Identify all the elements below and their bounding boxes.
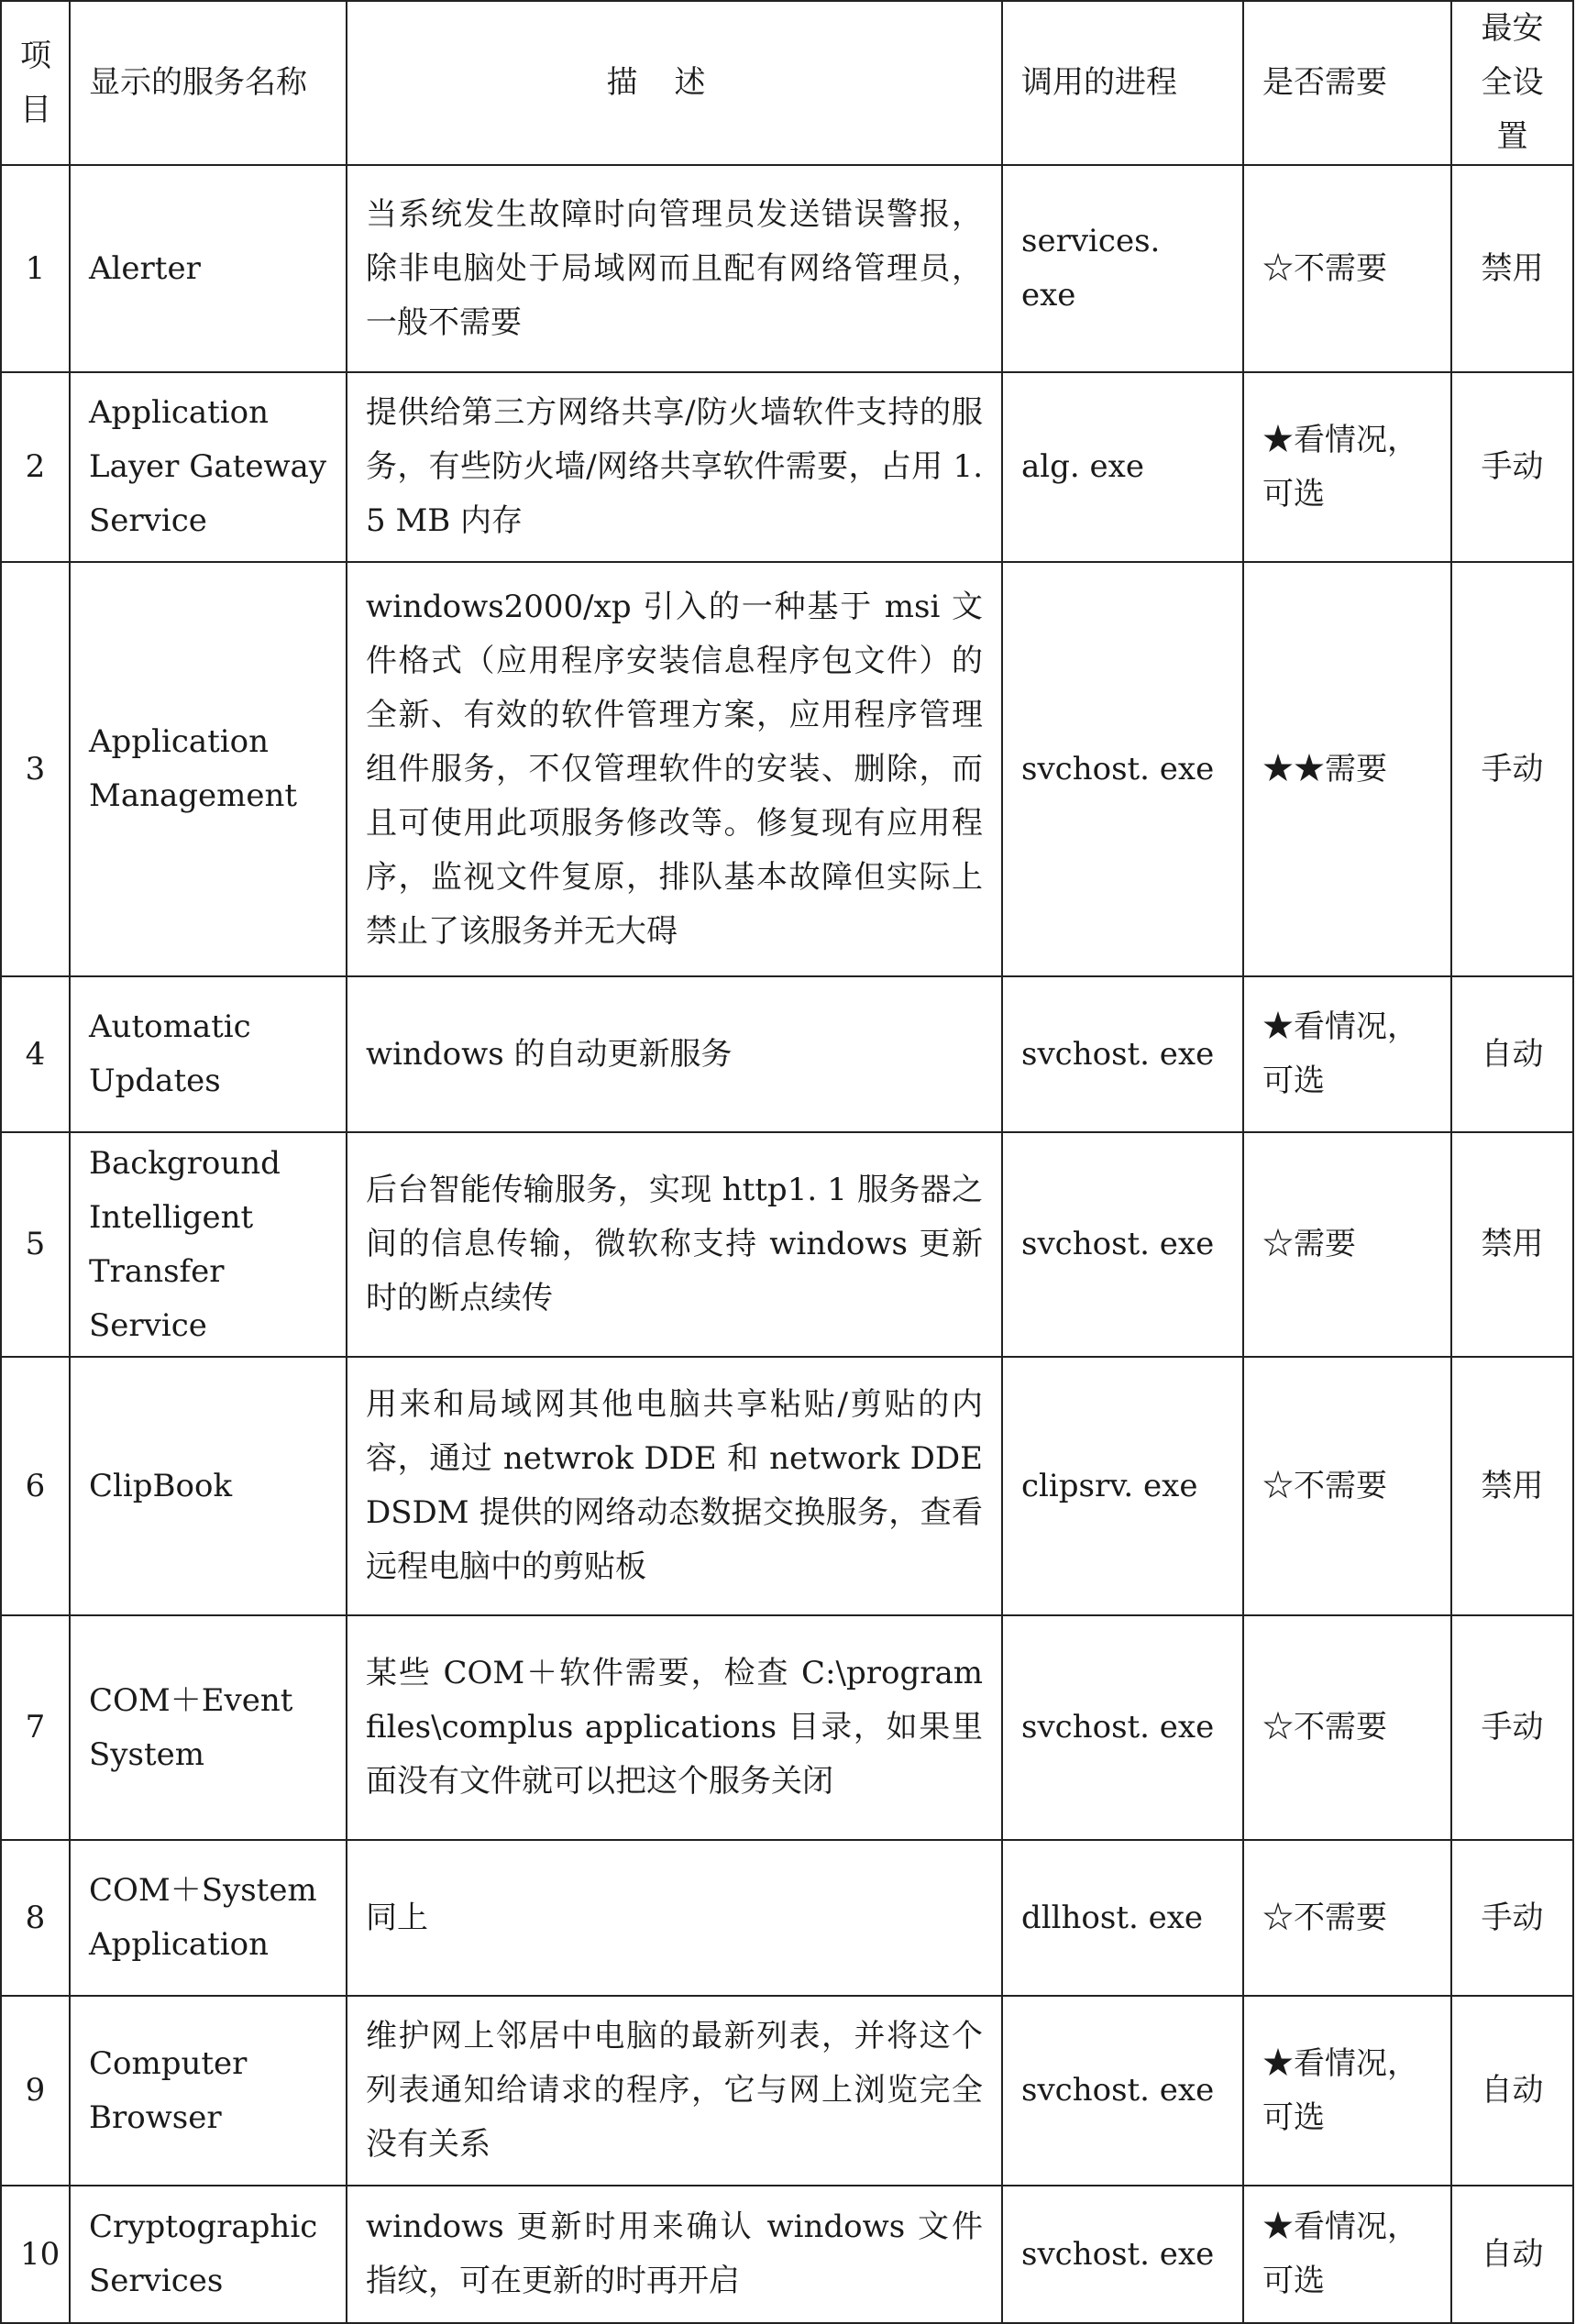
row-desc: 某些 COM＋软件需要，检查 C:\program files\complus applications 目录，如果里面没有文件就可以把这个服务关闭	[347, 1615, 1002, 1840]
row-need: ☆不需要	[1243, 165, 1451, 372]
row-id: 3	[1, 562, 70, 976]
row-name: Alerter	[70, 165, 347, 372]
table-row	[1, 562, 1573, 976]
row-id: 1	[1, 165, 70, 372]
row-id: 10	[1, 2186, 70, 2323]
row-desc: 用来和局域网其他电脑共享粘贴/剪贴的内容，通过 netwrok DDE 和 network DDE DSDM 提供的网络动态数据交换服务，查看远程电脑中的剪贴板	[347, 1357, 1002, 1615]
row-best: 自动	[1451, 1996, 1573, 2186]
row-proc: alg. exe	[1002, 372, 1243, 562]
row-proc: services. exe	[1002, 165, 1243, 372]
table-row	[1, 2186, 1573, 2323]
row-desc: 提供给第三方网络共享/防火墙软件支持的服务，有些防火墙/网络共享软件需要，占用 1. 5 MB 内存	[347, 372, 1002, 562]
row-need: ☆不需要	[1243, 1615, 1451, 1840]
row-id: 5	[1, 1132, 70, 1357]
table-row	[1, 1357, 1573, 1615]
row-name: COM＋System Application	[70, 1840, 347, 1996]
row-desc: windows 更新时用来确认 windows 文件指纹，可在更新的时再开启	[347, 2186, 1002, 2323]
row-best: 手动	[1451, 1840, 1573, 1996]
row-proc: clipsrv. exe	[1002, 1357, 1243, 1615]
row-desc: windows 的自动更新服务	[347, 976, 1002, 1132]
row-id: 4	[1, 976, 70, 1132]
table-row	[1, 1132, 1573, 1357]
row-proc: dllhost. exe	[1002, 1840, 1243, 1996]
row-name: Application Layer Gateway Service	[70, 372, 347, 562]
row-name: Cryptographic Services	[70, 2186, 347, 2323]
row-desc: windows2000/xp 引入的一种基于 msi 文件格式（应用程序安装信息程序包文件）的全新、有效的软件管理方案，应用程序管理组件服务，不仅管理软件的安装、删除，而且可使用此项服务修改等。修复现有应用程序，监视文件复原，排队基本故障但实际上禁止了该服务并无大碍	[347, 562, 1002, 976]
row-best: 禁用	[1451, 1357, 1573, 1615]
row-desc: 后台智能传输服务，实现 http1. 1 服务器之间的信息传输，微软称支持 windows 更新时的断点续传	[347, 1132, 1002, 1357]
row-best: 手动	[1451, 562, 1573, 976]
row-proc: svchost. exe	[1002, 562, 1243, 976]
row-name: Computer Browser	[70, 1996, 347, 2186]
table-row	[1, 165, 1573, 372]
row-id: 7	[1, 1615, 70, 1840]
header-proc: 调用的进程	[1002, 1, 1243, 165]
row-desc: 当系统发生故障时向管理员发送错误警报，除非电脑处于局域网而且配有网络管理员，一般不需要	[347, 165, 1002, 372]
row-best: 手动	[1451, 372, 1573, 562]
table-row	[1, 1996, 1573, 2186]
row-name: Application Management	[70, 562, 347, 976]
row-need: ★看情况，可选	[1243, 2186, 1451, 2323]
row-proc: svchost. exe	[1002, 1132, 1243, 1357]
row-best: 禁用	[1451, 1132, 1573, 1357]
header-need: 是否需要	[1243, 1, 1451, 165]
row-best: 手动	[1451, 1615, 1573, 1840]
header-name: 显示的服务名称	[70, 1, 347, 165]
row-desc: 维护网上邻居中电脑的最新列表，并将这个列表通知给请求的程序，它与网上浏览完全没有关系	[347, 1996, 1002, 2186]
row-need: ☆不需要	[1243, 1840, 1451, 1996]
row-proc: svchost. exe	[1002, 2186, 1243, 2323]
table-row	[1, 372, 1573, 562]
row-proc: svchost. exe	[1002, 1996, 1243, 2186]
table-row	[1, 1840, 1573, 1996]
row-best: 自动	[1451, 976, 1573, 1132]
row-id: 2	[1, 372, 70, 562]
header-row	[1, 1, 1573, 165]
row-proc: svchost. exe	[1002, 976, 1243, 1132]
row-id: 6	[1, 1357, 70, 1615]
row-need: ★看情况，可选	[1243, 1996, 1451, 2186]
row-name: Automatic Updates	[70, 976, 347, 1132]
row-proc: svchost. exe	[1002, 1615, 1243, 1840]
row-best: 禁用	[1451, 165, 1573, 372]
header-best: 最安全设置	[1451, 1, 1573, 165]
header-id: 项目	[1, 1, 70, 165]
row-desc: 同上	[347, 1840, 1002, 1996]
row-need: ☆不需要	[1243, 1357, 1451, 1615]
row-need: ★★需要	[1243, 562, 1451, 976]
row-name: COM＋Event System	[70, 1615, 347, 1840]
row-need: ★看情况，可选	[1243, 372, 1451, 562]
row-id: 9	[1, 1996, 70, 2186]
table-row	[1, 976, 1573, 1132]
row-need: ★看情况，可选	[1243, 976, 1451, 1132]
row-need: ☆需要	[1243, 1132, 1451, 1357]
row-name: ClipBook	[70, 1357, 347, 1615]
header-desc: 描述	[347, 1, 1002, 165]
table-row	[1, 1615, 1573, 1840]
row-id: 8	[1, 1840, 70, 1996]
row-best: 自动	[1451, 2186, 1573, 2323]
row-name: Background Intelligent Transfer Service	[70, 1132, 347, 1357]
